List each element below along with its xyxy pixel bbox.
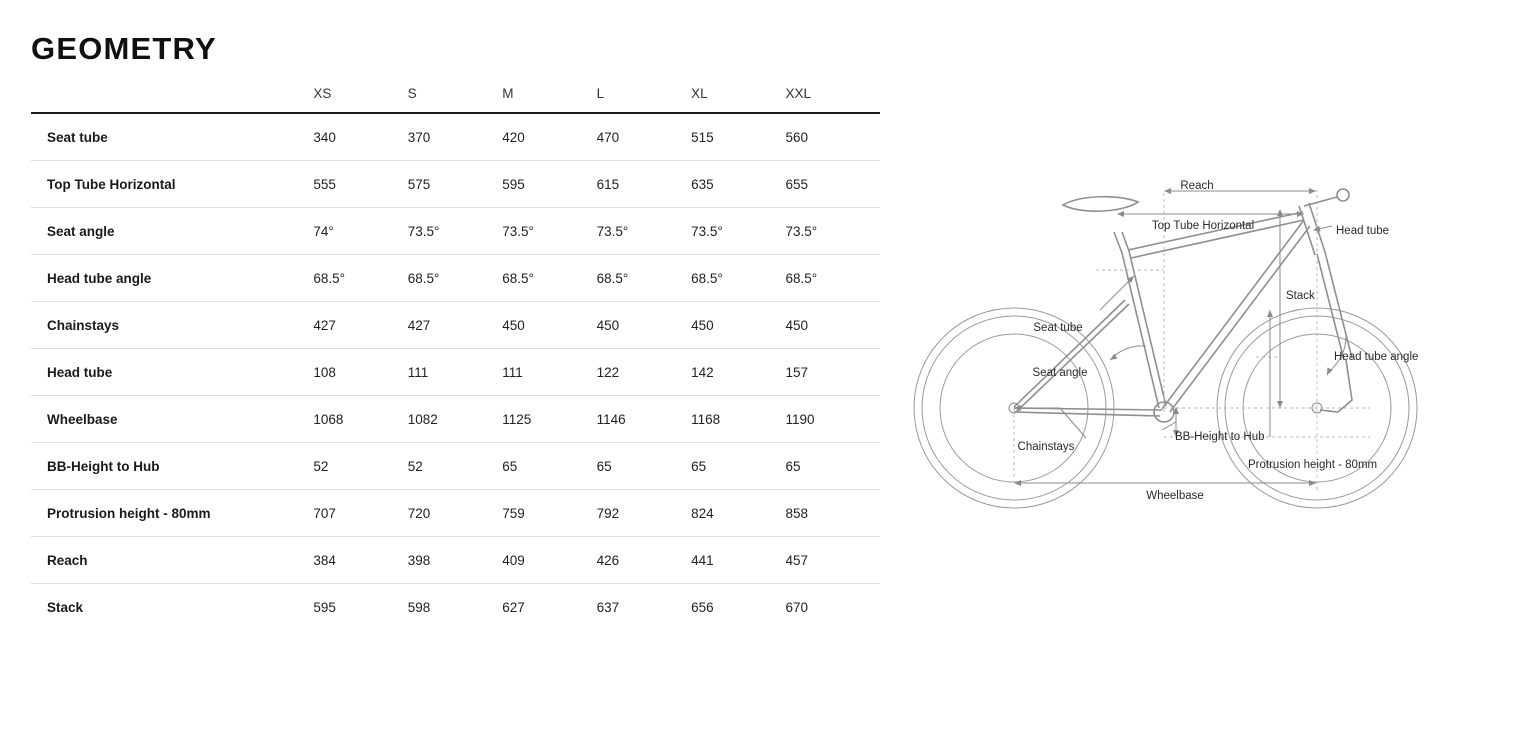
cell: 575 (408, 161, 502, 208)
label-seat-tube: Seat tube (1033, 322, 1083, 334)
label-seat-angle: Seat angle (1032, 367, 1088, 379)
column-header-s: S (408, 86, 502, 113)
cell: 1190 (786, 396, 881, 443)
table-row (31, 208, 880, 255)
row-label: Wheelbase (31, 396, 313, 443)
cell: 707 (313, 490, 407, 537)
label-bb-height-to-hub: BB-Height to Hub (1175, 431, 1265, 443)
head-angle-arrow (1327, 369, 1330, 375)
cell: 74° (313, 208, 407, 255)
seatpost (1114, 232, 1122, 253)
label-chainstays: Chainstays (1017, 441, 1075, 453)
seat-tube-line-2 (1129, 251, 1166, 406)
table-row (31, 113, 880, 161)
cell: 759 (502, 490, 596, 537)
page-title: GEOMETRY (31, 31, 217, 66)
table-row (31, 161, 880, 208)
cell: 450 (502, 302, 596, 349)
seat-tube-line (1122, 253, 1159, 408)
bike-geometry-diagram (900, 150, 1525, 550)
cell: 52 (313, 443, 407, 490)
label-head-tube-angle: Head tube angle (1334, 351, 1419, 363)
cell: 68.5° (786, 255, 881, 302)
fork-upper (1317, 254, 1344, 360)
column-header-xs: XS (313, 86, 407, 113)
row-label: Head tube angle (31, 255, 313, 302)
cell: 595 (313, 600, 336, 615)
cell: 68.5° (502, 255, 596, 302)
stem (1304, 197, 1337, 206)
cell: 68.5° (408, 255, 502, 302)
cell: 73.5° (408, 208, 502, 255)
row-label: Stack (47, 600, 84, 615)
handlebar-grip (1337, 189, 1349, 201)
cell: 157 (786, 349, 881, 396)
down-tube-line-2 (1170, 226, 1310, 412)
geometry-table-container (31, 86, 880, 630)
label-head-tube: Head tube (1336, 225, 1390, 237)
cell: 1125 (502, 396, 596, 443)
cell: 73.5° (786, 208, 881, 255)
table-header-row (31, 86, 880, 113)
table-row (31, 584, 880, 631)
table-row (31, 490, 880, 537)
fork-lower (1320, 360, 1352, 412)
cell: 65 (502, 443, 596, 490)
cell: 470 (597, 113, 691, 161)
cell: 595 (502, 161, 596, 208)
cell: 398 (408, 537, 502, 584)
row-label: Top Tube Horizontal (31, 161, 313, 208)
fork-upper-2 (1325, 252, 1352, 358)
row-label: Chainstays (31, 302, 313, 349)
seatstay-line (1014, 300, 1125, 407)
cell: 52 (408, 443, 502, 490)
table-head (31, 86, 880, 113)
chainstay-line-2 (1014, 412, 1160, 416)
cell: 1068 (313, 396, 407, 443)
cell: 450 (691, 302, 785, 349)
row-label: BB-Height to Hub (31, 443, 313, 490)
cell: 73.5° (502, 208, 596, 255)
cell: 73.5° (691, 208, 785, 255)
label-top-tube-horizontal: Top Tube Horizontal (1151, 220, 1255, 232)
cell: 441 (691, 537, 785, 584)
cell: 108 (313, 349, 407, 396)
table-body (31, 113, 880, 630)
cell: 370 (408, 113, 502, 161)
cell: 450 (597, 302, 691, 349)
cell: 384 (313, 537, 407, 584)
cell: 122 (597, 349, 691, 396)
row-label: Seat tube (31, 113, 313, 161)
cell: 65 (691, 443, 785, 490)
cell: 670 (785, 600, 809, 615)
cell: 142 (691, 349, 785, 396)
row-label: Seat angle (31, 208, 313, 255)
cell: 111 (502, 349, 596, 396)
cell: 420 (502, 113, 596, 161)
row-label: Reach (31, 537, 313, 584)
table-row (31, 443, 880, 490)
cell: 65 (597, 443, 691, 490)
table-row (31, 537, 880, 584)
seatpost-2 (1122, 232, 1129, 251)
column-header-m: M (502, 86, 596, 113)
cell: 1168 (691, 396, 785, 443)
table-row (31, 396, 880, 443)
cell: 1146 (597, 396, 691, 443)
bike-diagram-svg (900, 150, 1525, 550)
cell: 427 (408, 302, 502, 349)
cell: 1082 (408, 396, 502, 443)
row-label: Protrusion height - 80mm (31, 490, 313, 537)
label-reach: Reach (1180, 180, 1214, 192)
bb-height-leader (1162, 422, 1176, 430)
cell: 340 (313, 113, 407, 161)
table-row (31, 302, 880, 349)
cell: 68.5° (691, 255, 785, 302)
column-header-label (31, 86, 313, 113)
cell: 637 (596, 600, 620, 615)
saddle (1063, 197, 1138, 211)
cell: 627 (502, 600, 525, 615)
cell: 68.5° (313, 255, 407, 302)
seat-angle-arrow (1110, 356, 1116, 360)
cell: 457 (786, 537, 881, 584)
cell: 655 (786, 161, 881, 208)
cell: 426 (597, 537, 691, 584)
cell: 68.5° (597, 255, 691, 302)
cell: 720 (408, 490, 502, 537)
cell: 111 (408, 349, 502, 396)
chainstay-leader-2 (1060, 408, 1086, 438)
cell: 615 (597, 161, 691, 208)
row-label: Head tube (31, 349, 313, 396)
label-stack: Stack (1286, 290, 1315, 302)
table-row (31, 349, 880, 396)
seatstay-line-2 (1016, 304, 1129, 412)
cell: 635 (691, 161, 785, 208)
cell: 73.5° (597, 208, 691, 255)
cell: 515 (691, 113, 785, 161)
cell: 858 (786, 490, 881, 537)
cell: 450 (786, 302, 881, 349)
cell: 65 (786, 443, 881, 490)
cell: 598 (407, 600, 431, 615)
seat-angle-arc (1114, 346, 1146, 356)
column-header-l: L (597, 86, 691, 113)
column-header-xxl: XXL (786, 86, 881, 113)
cell: 555 (313, 161, 407, 208)
cell: 560 (786, 113, 881, 161)
table-row (31, 255, 880, 302)
cell: 409 (502, 537, 596, 584)
cell: 792 (597, 490, 691, 537)
cell: 824 (691, 490, 785, 537)
label-protrusion-height: Protrusion height - 80mm (1248, 459, 1378, 471)
cell: 427 (313, 302, 407, 349)
cell: 656 (691, 600, 714, 615)
column-header-xl: XL (691, 86, 785, 113)
label-wheelbase: Wheelbase (1146, 490, 1204, 502)
geometry-table (31, 86, 880, 630)
